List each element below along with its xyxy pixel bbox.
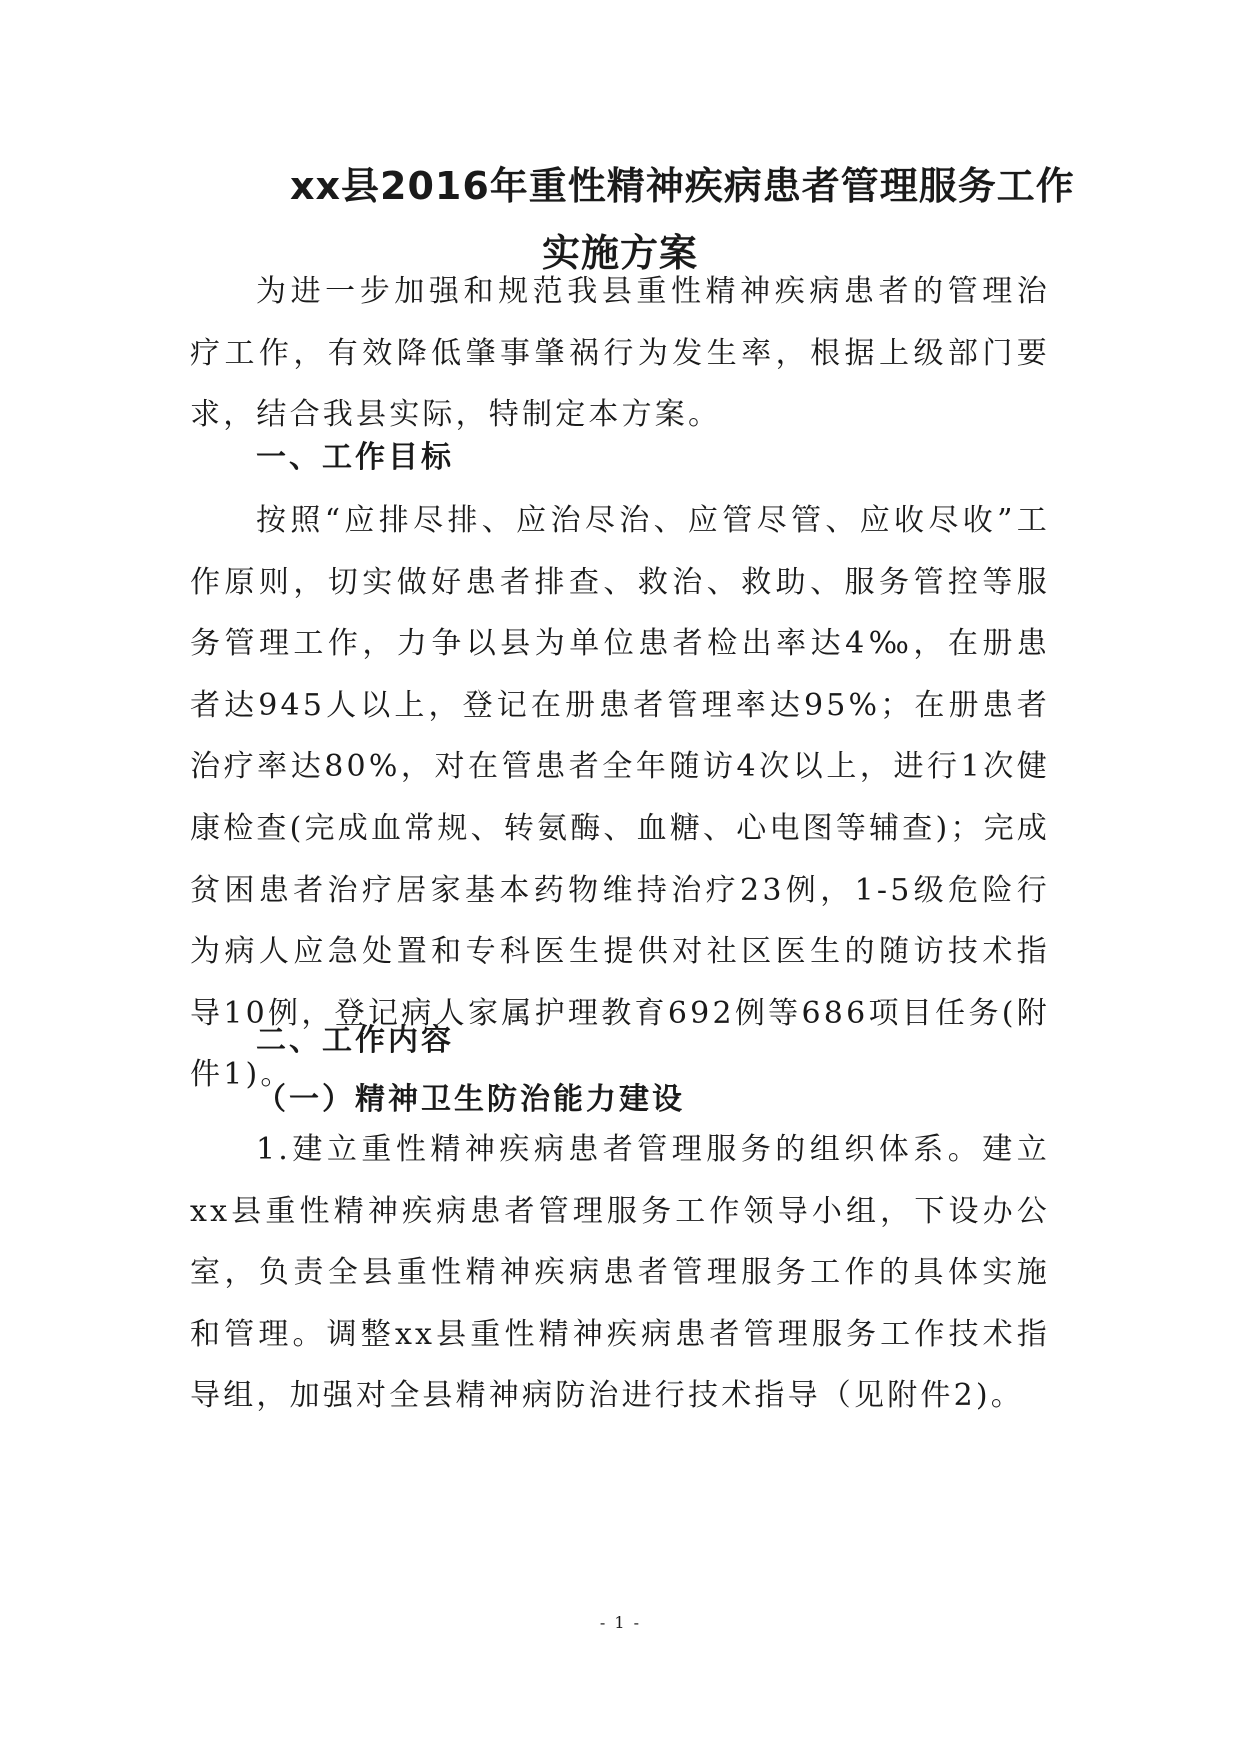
intro-paragraph: 为进一步加强和规范我县重性精神疾病患者的管理治疗工作，有效降低肇事肇祸行为发生率，根据上级部门要求，结合我县实际，特制定本方案。 [190,274,1050,433]
subsection-1-heading: （一）精神卫生防治能力建设 [256,1082,685,1117]
page-number: - 1 - [599,1613,642,1632]
document-title-line-1: xx县2016年重性精神疾病患者管理服务工作 [290,164,1075,208]
section-1-heading: 一、工作目标 [256,440,454,475]
section-1-paragraph: 按照“应排尽排、应治尽治、应管尽管、应收尽收”工作原则，切实做好患者排查、救治、救助、服务管控等服务管理工作，力争以县为单位患者检出率达4‰，在册患者达945人以上，登记在册患者管理率达95%；在册患者治疗率达80%，对在管患者全年随访4次以上，进行1次健康检查(完成血常规、转氨酶、血糖、心电图等辅查)；完成贫困患者治疗居家基本药物维持治疗23例，1-5级危险行为病人应急处置和专科医生提供对社区医生的随访技术指导10例，登记病人家属护理教育692例等686项目任务(附件1)。 [190,503,1050,1093]
item-1-paragraph: 1.建立重性精神疾病患者管理服务的组织体系。建立xx县重性精神疾病患者管理服务工作领导小组，下设办公室，负责全县重性精神疾病患者管理服务工作的具体实施和管理。调整xx县重性精神疾病患者管理服务工作技术指导组，加强对全县精神病防治进行技术指导（见附件2)。 [190,1132,1050,1414]
document-title-line-2: 实施方案 [541,231,698,275]
section-2-heading: 二、工作内容 [256,1023,454,1058]
